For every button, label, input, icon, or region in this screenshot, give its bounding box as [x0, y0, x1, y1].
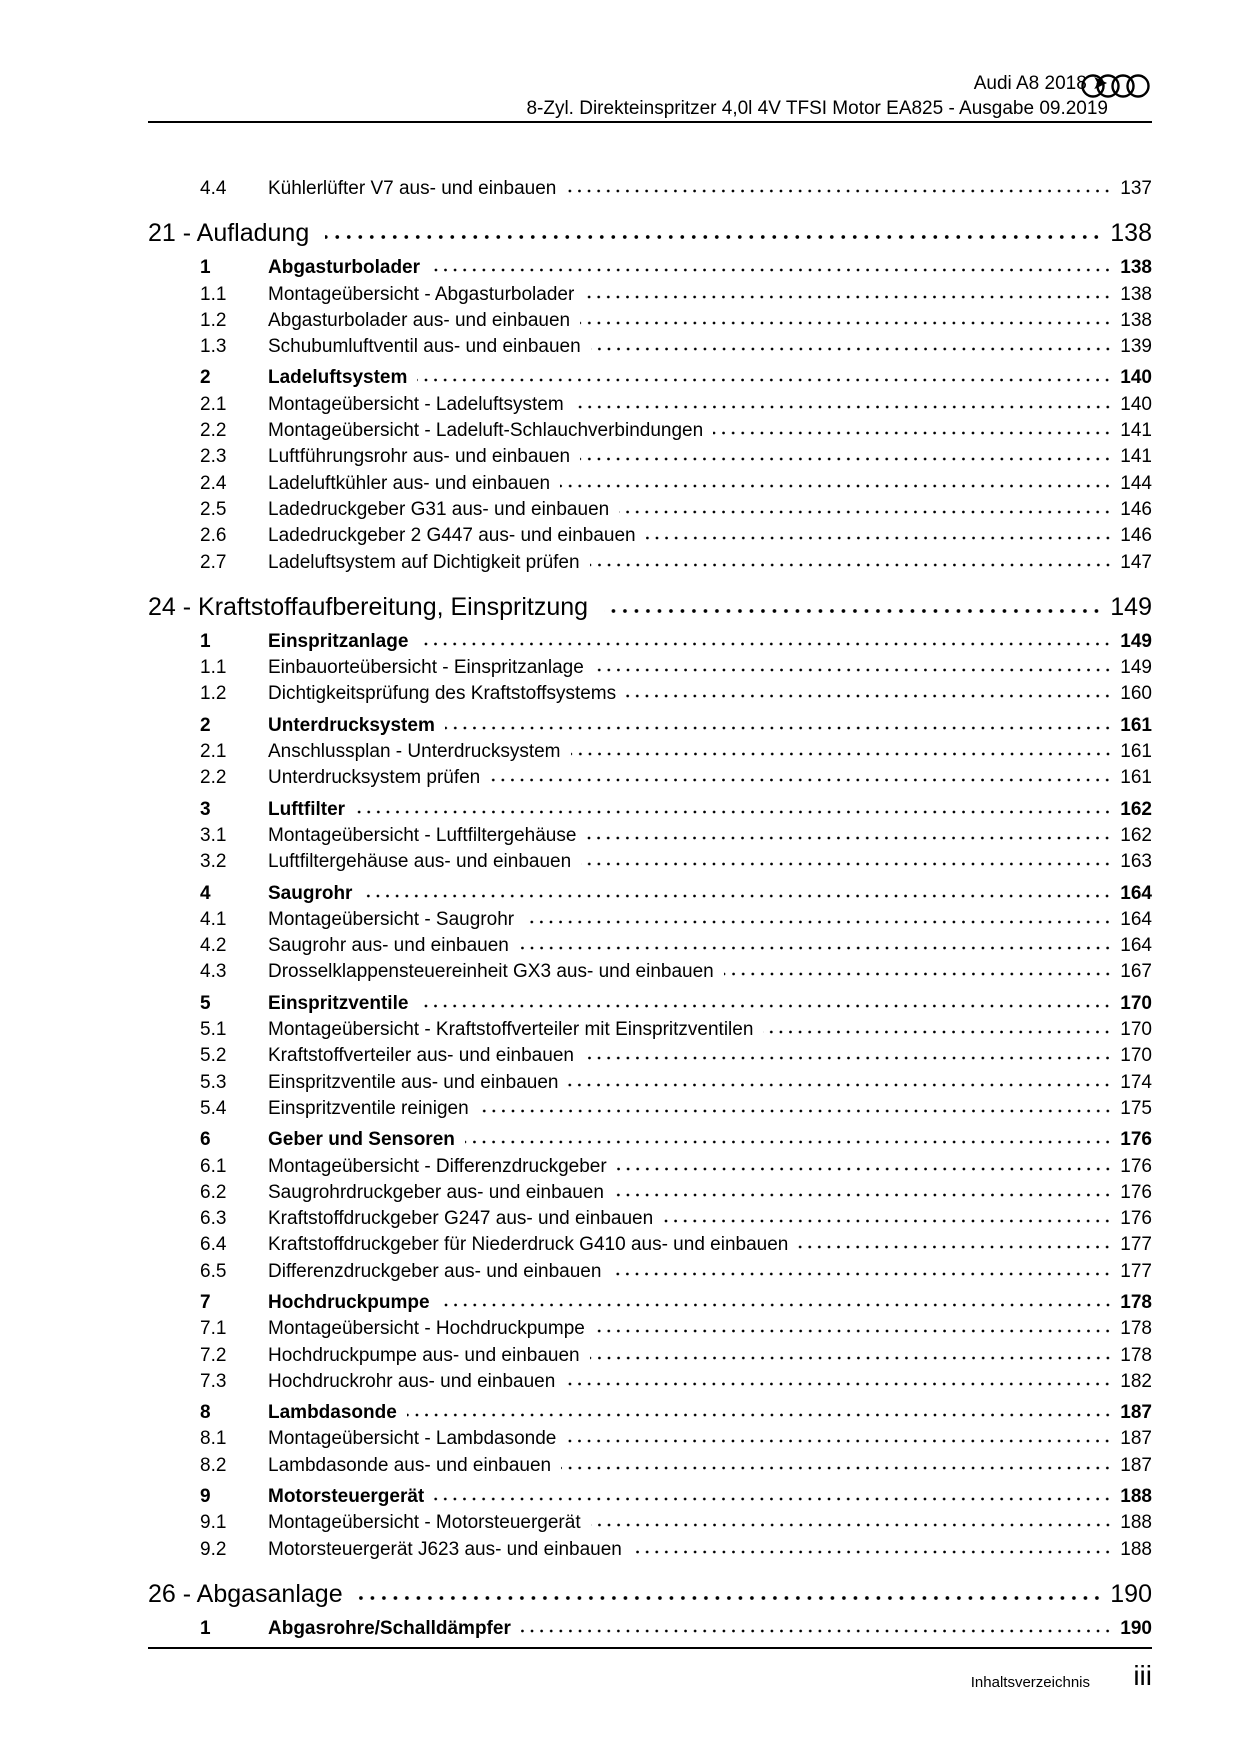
toc-title: Montageübersicht - Motorsteuergerät [268, 1512, 581, 1534]
audi-rings-logo [1080, 73, 1152, 99]
toc-number: 3.1 [200, 824, 227, 846]
dot-leader [418, 641, 1112, 647]
toc-number: 5.3 [200, 1071, 227, 1093]
toc-page: 164 [1120, 908, 1152, 930]
toc-title: Motorsteuergerät [268, 1486, 425, 1508]
toc-title: Ladeluftsystem [268, 367, 408, 389]
dot-leader [590, 562, 1113, 568]
toc-page: 147 [1120, 551, 1152, 573]
toc-title: Kühlerlüfter V7 aus- und einbauen [268, 178, 557, 199]
toc-page: 138 [1120, 283, 1152, 305]
toc-page: 177 [1120, 1260, 1152, 1282]
toc-title: Ladeluftkühler aus- und einbauen [268, 472, 551, 494]
toc-title: Montageübersicht - Ladeluft-Schlauchverbindungen [268, 420, 704, 442]
toc-page: 176 [1120, 1129, 1152, 1151]
toc-title: Unterdrucksystem prüfen [268, 767, 481, 789]
dot-leader [407, 1412, 1112, 1418]
toc-number: 6.2 [200, 1181, 227, 1203]
toc-title: Dichtigkeitsprüfung des Kraftstoffsystems [268, 683, 617, 705]
model-text: Audi A8 2018 [973, 73, 1087, 94]
toc-title: Geber und Sensoren [268, 1129, 455, 1151]
toc-page: 178 [1120, 1318, 1152, 1340]
toc-number: 9 [200, 1486, 211, 1508]
dot-leader [561, 1465, 1112, 1471]
toc-section[interactable] [148, 881, 1152, 907]
toc-title: Montageübersicht - Saugrohr [268, 908, 515, 930]
dot-leader [524, 919, 1112, 925]
toc-item[interactable] [148, 1154, 1152, 1180]
toc-item[interactable] [148, 1070, 1152, 1096]
toc-title: Motorsteuergerät J623 aus- und einbauen [268, 1538, 622, 1560]
toc-title: Abgasturbolader [268, 257, 421, 279]
toc-title: 21 - Aufladung [148, 219, 310, 248]
toc-page: 190 [1120, 1617, 1152, 1639]
dot-leader [763, 1029, 1112, 1035]
toc-item[interactable] [148, 907, 1152, 933]
toc-item[interactable] [148, 444, 1152, 470]
page-number: iii [1133, 1660, 1152, 1691]
toc-page: 162 [1120, 798, 1152, 820]
dot-leader [479, 1108, 1113, 1114]
toc-page: 175 [1120, 1097, 1152, 1119]
toc-title: Abgasrohre/Schalldämpfer [268, 1617, 511, 1639]
dot-leader [434, 1496, 1112, 1502]
toc-title: Saugrohr [268, 882, 353, 904]
toc-item[interactable] [148, 933, 1152, 959]
dot-leader [519, 945, 1112, 951]
toc-page: 162 [1120, 824, 1152, 846]
dot-leader [566, 1438, 1112, 1444]
toc-number: 1.1 [200, 283, 227, 305]
toc-title: Montageübersicht - Ladeluftsystem [268, 393, 564, 415]
toc-page: 138 [1110, 219, 1152, 248]
toc-number: 2.1 [200, 393, 227, 415]
toc-title: Montageübersicht - Abgasturbolader [268, 283, 575, 305]
toc-number: 8.1 [200, 1428, 227, 1450]
toc-page: 190 [1110, 1579, 1152, 1608]
toc-title: Hochdruckpumpe [268, 1291, 430, 1313]
toc-page: 188 [1120, 1486, 1152, 1508]
dot-leader [521, 1628, 1112, 1634]
dot-leader [614, 1192, 1112, 1198]
toc-number: 7.3 [200, 1370, 227, 1392]
toc-number: 2.6 [200, 525, 227, 547]
toc-title: Anschlussplan - Unterdrucksystem [268, 741, 561, 763]
toc-title: Abgasturbolader aus- und einbauen [268, 309, 571, 331]
toc-title: Einbauorteübersicht - Einspritzanlage [268, 657, 584, 679]
toc-number: 2.7 [200, 551, 227, 573]
toc-title: Einspritzventile [268, 992, 409, 1014]
dot-leader [632, 1549, 1112, 1555]
toc-number: 3 [200, 798, 211, 820]
toc-title: 26 - Abgasanlage [148, 1579, 343, 1608]
dot-leader [611, 1271, 1112, 1277]
toc-title: Hochdruckrohr aus- und einbauen [268, 1370, 556, 1392]
toc-item[interactable] [148, 1343, 1152, 1369]
toc-chapter[interactable] [148, 590, 1152, 624]
dot-leader [798, 1244, 1112, 1250]
toc-page: 178 [1120, 1344, 1152, 1366]
toc-number: 1 [200, 257, 211, 279]
toc-section[interactable] [148, 1127, 1152, 1153]
toc-title: Montageübersicht - Differenzdruckgeber [268, 1155, 607, 1177]
toc-item[interactable] [148, 959, 1152, 985]
toc-number: 1.2 [200, 309, 227, 331]
dot-leader [465, 1139, 1112, 1145]
toc-page: 149 [1120, 657, 1152, 679]
dot-leader [325, 233, 1102, 241]
toc-section[interactable] [148, 1484, 1152, 1510]
toc-number: 5.4 [200, 1097, 227, 1119]
toc-title: Ladeluftsystem auf Dichtigkeit prüfen [268, 551, 580, 573]
dot-leader [617, 1166, 1113, 1172]
toc-page: 170 [1120, 1045, 1152, 1067]
toc-page: 170 [1120, 1019, 1152, 1041]
toc-item[interactable] [148, 471, 1152, 497]
toc-item[interactable] [148, 823, 1152, 849]
toc-title: Schubumluftventil aus- und einbauen [268, 336, 581, 358]
toc-chapter[interactable] [148, 1577, 1152, 1611]
toc-item[interactable] [148, 1510, 1152, 1536]
toc-number: 2.2 [200, 767, 227, 789]
toc-page: 163 [1120, 851, 1152, 873]
toc-page: 146 [1120, 525, 1152, 547]
toc-title: Einspritzventile reinigen [268, 1097, 469, 1119]
toc-title: Luftführungsrohr aus- und einbauen [268, 446, 571, 468]
toc-number: 4.4 [200, 178, 227, 199]
dot-leader [584, 1055, 1112, 1061]
dot-leader [430, 267, 1112, 273]
toc-item[interactable] [148, 739, 1152, 765]
toc-item[interactable] [148, 1537, 1152, 1563]
toc-title: Differenzdruckgeber aus- und einbauen [268, 1260, 602, 1282]
toc-title: Luftfilter [268, 798, 346, 820]
toc-title: Montageübersicht - Lambdasonde [268, 1428, 557, 1450]
toc-section[interactable] [148, 713, 1152, 739]
dot-leader [568, 1082, 1112, 1088]
toc-item[interactable] [148, 1096, 1152, 1122]
toc-title: 24 - Kraftstoffaufbereitung, Einspritzung [148, 592, 589, 621]
toc-item[interactable] [148, 1316, 1152, 1342]
toc-number: 5.2 [200, 1045, 227, 1067]
toc-title: Kraftstoffverteiler aus- und einbauen [268, 1045, 574, 1067]
toc-page: 161 [1120, 741, 1152, 763]
footer-divider [148, 1647, 1152, 1649]
toc-item[interactable] [148, 1259, 1152, 1285]
dot-leader [362, 893, 1112, 899]
toc-page: 161 [1120, 714, 1152, 736]
toc-number: 6 [200, 1129, 211, 1151]
toc-section[interactable] [148, 797, 1152, 823]
toc-number: 4.2 [200, 935, 227, 957]
header-divider [148, 121, 1152, 123]
toc-item[interactable] [148, 681, 1152, 707]
toc-number: 6.5 [200, 1260, 227, 1282]
dot-leader [586, 835, 1112, 841]
toc-page: 138 [1120, 257, 1152, 279]
toc-title: Ladedruckgeber 2 G447 aus- und einbauen [268, 525, 636, 547]
toc-number: 6.1 [200, 1155, 227, 1177]
dot-leader [584, 294, 1112, 300]
toc-page: 139 [1120, 336, 1152, 358]
toc-page: 137 [1120, 178, 1152, 199]
dot-leader [566, 188, 1112, 194]
dot-leader [490, 777, 1112, 783]
footer-label: Inhaltsverzeichnis [970, 1674, 1090, 1691]
dot-leader [580, 320, 1112, 326]
toc-number: 4.1 [200, 908, 227, 930]
toc-item[interactable] [148, 1232, 1152, 1258]
toc-item[interactable] [148, 1426, 1152, 1452]
toc-page: 161 [1120, 767, 1152, 789]
dot-leader [594, 667, 1113, 673]
toc-section[interactable] [148, 365, 1152, 391]
toc-number: 4.3 [200, 961, 227, 983]
toc-page: 176 [1120, 1208, 1152, 1230]
toc-title: Hochdruckpumpe aus- und einbauen [268, 1344, 580, 1366]
toc-number: 2.4 [200, 472, 227, 494]
toc-item[interactable] [148, 655, 1152, 681]
dot-leader [604, 607, 1102, 615]
toc-title: Montageübersicht - Luftfiltergehäuse [268, 824, 577, 846]
toc-page: 167 [1120, 961, 1152, 983]
toc-number: 6.3 [200, 1208, 227, 1230]
toc-page: 187 [1120, 1454, 1152, 1476]
toc-page: 176 [1120, 1181, 1152, 1203]
toc-title: Luftfiltergehäuse aus- und einbauen [268, 851, 572, 873]
toc-page: 170 [1120, 992, 1152, 1014]
dot-leader [590, 1355, 1113, 1361]
toc-number: 7 [200, 1291, 211, 1313]
toc-page: 141 [1120, 446, 1152, 468]
toc-title: Ladedruckgeber G31 aus- und einbauen [268, 498, 610, 520]
toc-item[interactable] [148, 849, 1152, 875]
dot-leader [565, 1381, 1112, 1387]
dot-leader [581, 861, 1112, 867]
toc-item[interactable] [148, 392, 1152, 418]
toc-page: 188 [1120, 1538, 1152, 1560]
toc-section[interactable] [148, 1400, 1152, 1426]
dot-leader [445, 725, 1112, 731]
toc-item[interactable] [148, 1017, 1152, 1043]
toc-title: Montageübersicht - Kraftstoffverteiler mit Einspritzventilen [268, 1019, 754, 1041]
toc-item[interactable] [148, 550, 1152, 576]
toc-number: 1.3 [200, 336, 227, 358]
toc-number: 2.2 [200, 420, 227, 442]
toc-number: 1 [200, 630, 211, 652]
toc-page: 140 [1120, 393, 1152, 415]
toc-page: 174 [1120, 1071, 1152, 1093]
toc-page: 182 [1120, 1370, 1152, 1392]
toc-chapter[interactable] [148, 216, 1152, 250]
dot-leader [713, 430, 1112, 436]
dot-leader [595, 1328, 1112, 1334]
toc-number: 5.1 [200, 1019, 227, 1041]
toc-item[interactable] [148, 765, 1152, 791]
toc-page: 187 [1120, 1402, 1152, 1424]
toc-section[interactable] [148, 1290, 1152, 1316]
toc-item[interactable] [148, 176, 1152, 202]
dot-leader [591, 1522, 1113, 1528]
toc-number: 9.2 [200, 1538, 227, 1560]
toc-item[interactable] [148, 1180, 1152, 1206]
toc-page: 188 [1120, 1512, 1152, 1534]
toc-title: Saugrohrdruckgeber aus- und einbauen [268, 1181, 604, 1203]
toc-section[interactable] [148, 629, 1152, 655]
toc-number: 2 [200, 714, 211, 736]
dot-leader [619, 509, 1112, 515]
dot-leader [571, 751, 1113, 757]
toc-title: Montageübersicht - Hochdruckpumpe [268, 1318, 585, 1340]
toc-number: 1 [200, 1617, 211, 1639]
dot-leader [359, 1594, 1103, 1602]
toc-title: Lambdasonde [268, 1402, 397, 1424]
toc-number: 1.2 [200, 683, 227, 705]
toc-item[interactable] [148, 1369, 1152, 1395]
toc-number: 2.1 [200, 741, 227, 763]
toc-item[interactable] [148, 1453, 1152, 1479]
dot-leader [580, 456, 1112, 462]
toc-page: 177 [1120, 1234, 1152, 1256]
toc-item[interactable] [148, 523, 1152, 549]
toc-number: 6.4 [200, 1234, 227, 1256]
toc-item[interactable] [148, 308, 1152, 334]
toc-number: 7.1 [200, 1318, 227, 1340]
toc-item[interactable] [148, 497, 1152, 523]
dot-leader [417, 377, 1112, 383]
dot-leader [591, 346, 1113, 352]
toc-number: 4 [200, 882, 211, 904]
toc-title: Lambdasonde aus- und einbauen [268, 1454, 552, 1476]
toc-item[interactable] [148, 334, 1152, 360]
toc-item[interactable] [148, 1043, 1152, 1069]
arrow-icon: ➤ [1092, 73, 1108, 94]
toc-page: 164 [1120, 935, 1152, 957]
dot-leader [626, 693, 1112, 699]
toc-section[interactable] [148, 1616, 1152, 1642]
toc-number: 3.2 [200, 851, 227, 873]
toc-title: Saugrohr aus- und einbauen [268, 935, 509, 957]
toc-number: 2.3 [200, 446, 227, 468]
toc-section[interactable] [148, 991, 1152, 1017]
table-of-contents [148, 176, 1152, 1642]
dot-leader [574, 404, 1113, 410]
toc-page: 141 [1120, 420, 1152, 442]
toc-title: Einspritzventile aus- und einbauen [268, 1071, 559, 1093]
toc-number: 2 [200, 367, 211, 389]
toc-title: Kraftstoffdruckgeber G247 aus- und einbauen [268, 1208, 654, 1230]
toc-page: 138 [1120, 309, 1152, 331]
toc-number: 8 [200, 1402, 211, 1424]
toc-page: 146 [1120, 498, 1152, 520]
toc-number: 2.5 [200, 498, 227, 520]
toc-number: 7.2 [200, 1344, 227, 1366]
dot-leader [724, 971, 1113, 977]
toc-page: 160 [1120, 683, 1152, 705]
toc-title: Kraftstoffdruckgeber für Niederdruck G410 aus- und einbauen [268, 1234, 789, 1256]
toc-page: 164 [1120, 882, 1152, 904]
toc-page: 187 [1120, 1428, 1152, 1450]
toc-page: 176 [1120, 1155, 1152, 1177]
toc-page: 149 [1120, 630, 1152, 652]
toc-number: 9.1 [200, 1512, 227, 1534]
toc-number: 1.1 [200, 657, 227, 679]
dot-leader [440, 1302, 1113, 1308]
toc-title: Einspritzanlage [268, 630, 409, 652]
dot-leader [418, 1003, 1112, 1009]
toc-item[interactable] [148, 1206, 1152, 1232]
toc-title: Drosselklappensteuereinheit GX3 aus- und einbauen [268, 961, 714, 983]
header-subtitle: 8-Zyl. Direkteinspritzer 4,0l 4V TFSI Motor EA825 - Ausgabe 09.2019 [526, 98, 1108, 119]
toc-title: Unterdrucksystem [268, 714, 435, 736]
toc-number: 8.2 [200, 1454, 227, 1476]
toc-item[interactable] [148, 282, 1152, 308]
dot-leader [663, 1218, 1112, 1224]
toc-item[interactable] [148, 418, 1152, 444]
toc-number: 5 [200, 992, 211, 1014]
toc-page: 140 [1120, 367, 1152, 389]
toc-section[interactable] [148, 255, 1152, 281]
toc-page: 144 [1120, 472, 1152, 494]
dot-leader [355, 809, 1112, 815]
toc-page: 178 [1120, 1291, 1152, 1313]
dot-leader [646, 535, 1113, 541]
dot-leader [560, 483, 1112, 489]
toc-page: 149 [1110, 592, 1152, 621]
